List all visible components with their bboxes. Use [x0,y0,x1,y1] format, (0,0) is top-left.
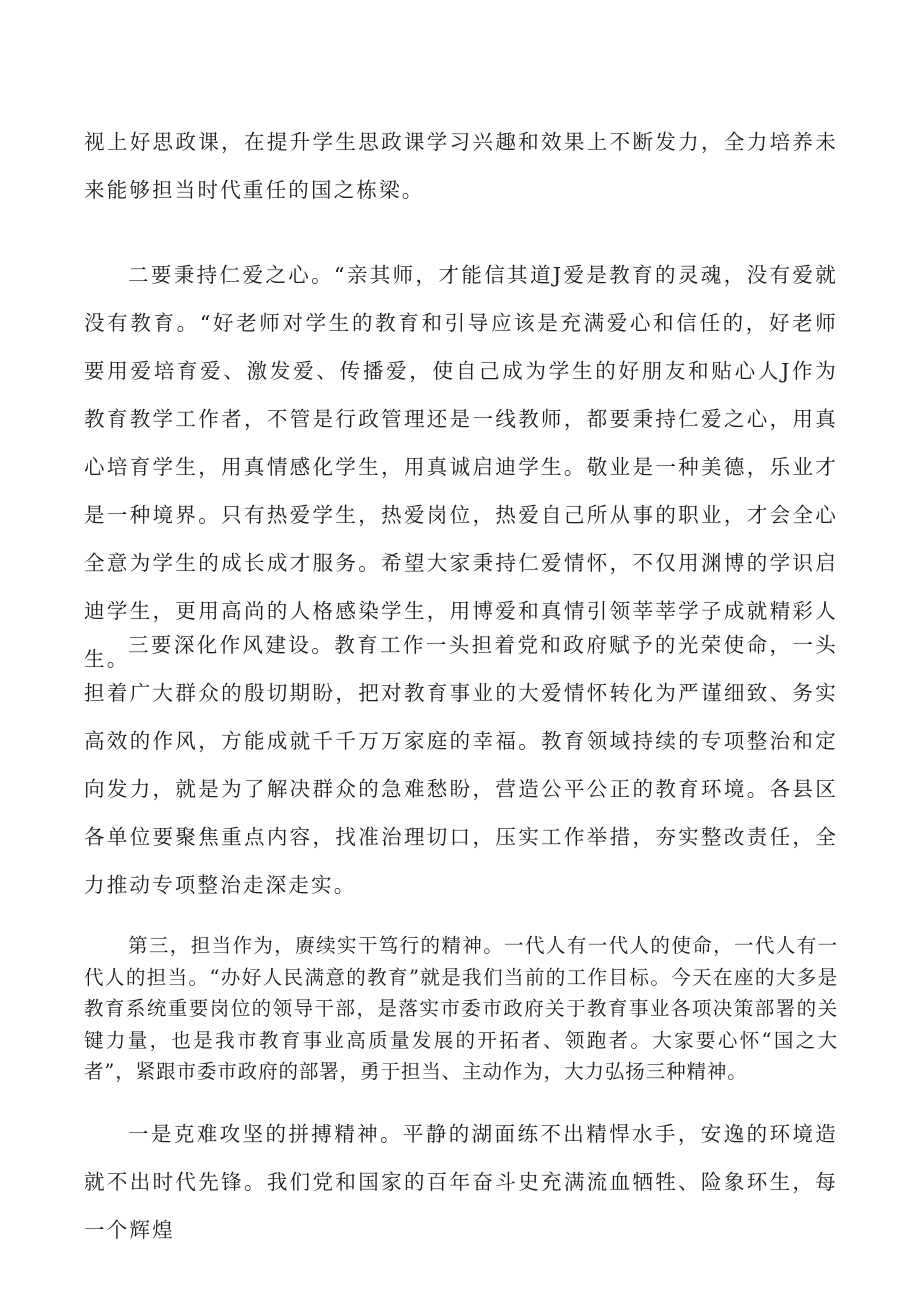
paragraph-struggle-spirit: 一是克难攻坚的拼搏精神。平静的湖面练不出精悍水手，安逸的环境造就不出时代先锋。我们党和国家的百年奋斗史充满流血牺牲、险象环生，每一个辉煌 [84,1122,838,1242]
paragraph-section-three: 第三，担当作为，赓续实干笃行的精神。一代人有一代人的使命，一代人有一代人的担当。“办好人民满意的教育”就是我们当前的工作目标。今天在座的大多是教育系统重要岗位的领导干部，是落实市委市政府关于教育事业各项决策部署的关键力量，也是我市教育事业高质量发展的开拓者、领跑者。大家要心怀“国之大者”，紧跟市委市政府的部署，勇于担当、主动作为，大力弘扬三种精神。 [84,934,838,1083]
paragraph-work-style: 三要深化作风建设。教育工作一头担着党和政府赋予的光荣使命，一头担着广大群众的殷切期盼，把对教育事业的大爱情怀转化为严谨细致、务实高效的作风，方能成就千千万万家庭的幸福。教育领域持续的专项整治和定向发力，就是为了解决群众的急难愁盼，营造公平公正的教育环境。各县区各单位要聚焦重点内容，找准治理切口，压实工作举措，夯实整改责任，全力推动专项整治走深走实。 [84,633,838,897]
paragraph-continuation: 视上好思政课，在提升学生思政课学习兴趣和效果上不断发力，全力培养未来能够担当时代重任的国之栋梁。 [84,130,838,202]
paragraph-benevolence: 二要秉持仁爱之心。“亲其师，才能信其道J爱是教育的灵魂，没有爱就没有教育。“好老师对学生的教育和引导应该是充满爱心和信任的，好老师要用爱培育爱、激发爱、传播爱，使自己成为学生的好朋友和贴心人J作为教育教学工作者，不管是行政管理还是一线教师，都要秉持仁爱之心，用真心培育学生，用真情感化学生，用真诚启迪学生。敬业是一种美德，乐业才是一种境界。只有热爱学生，热爱岗位，热爱自己所从事的职业，才会全心全意为学生的成长成才服务。希望大家秉持仁爱情怀，不仅用渊博的学识启迪学生，更用高尚的人格感染学生，用博爱和真情引领莘莘学子成就精彩人生。 [84,263,838,671]
